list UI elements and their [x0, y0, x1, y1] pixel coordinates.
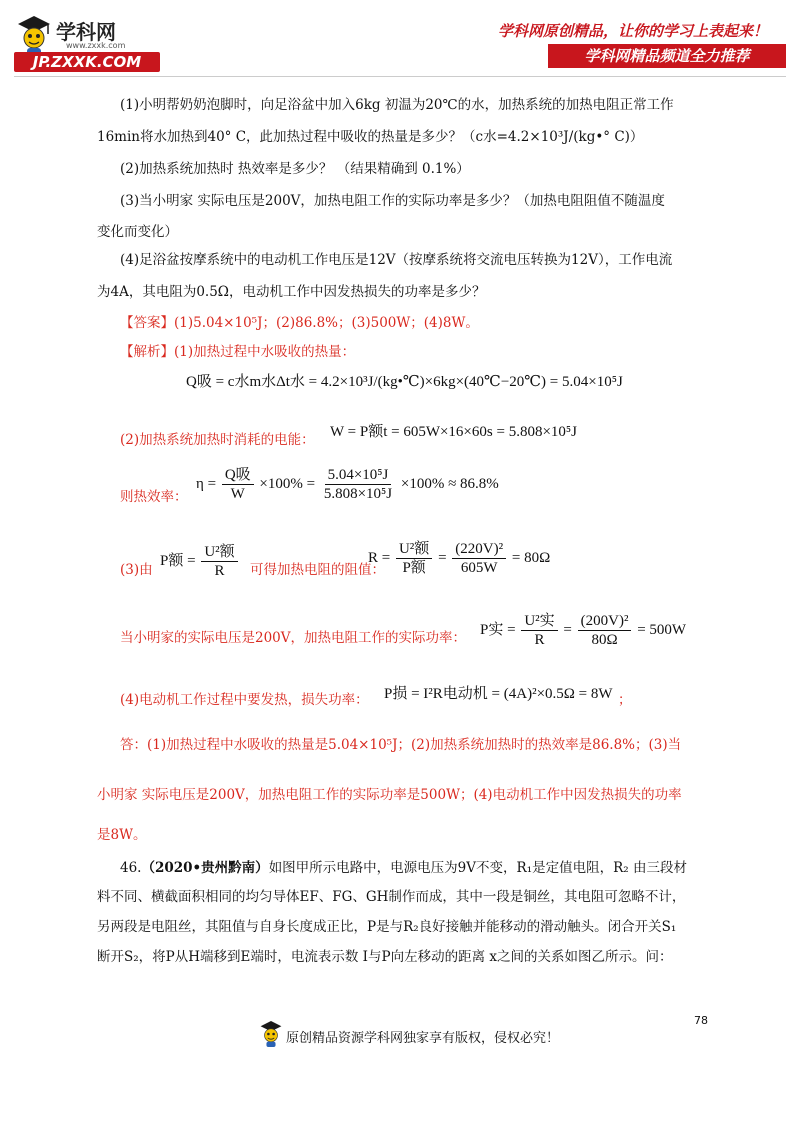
eq3-num-2: 5.04×10⁵J — [325, 466, 392, 485]
question-46-line-4: 断开S₂，将P从H端移到E端时，电流表示数 I与P向左移动的距离 x之间的关系如图乙所示。问： — [97, 949, 673, 965]
analysis-step-1 — [120, 342, 355, 362]
question-46-number: 46. — [120, 860, 142, 876]
eq3-fraction-1 — [222, 466, 254, 503]
question-46-line-1 — [120, 858, 687, 878]
eq3-lhs: η = — [196, 475, 217, 492]
eq4b-den-2: 605W — [460, 560, 498, 576]
equation-heat-absorbed: Q吸 = c水m水Δt水 = 4.2×10³J/(kg•℃)×6kg×(40℃−20℃) = 5.04×10⁵J — [186, 374, 623, 390]
eq3-rhs: ×100% ≈ 86.8% — [400, 475, 499, 492]
eq5-lhs: P实 = — [480, 621, 516, 638]
logo-banner: JP.ZXXK.COM — [14, 52, 160, 72]
summary-line-3: 是8W。 — [97, 827, 147, 843]
eq4b-den-1: P额 — [402, 560, 426, 576]
eq3-num-1: Q吸 — [222, 466, 254, 485]
eq4b-num-1: U²额 — [396, 540, 432, 559]
eq5-num-2: (200V)² — [578, 612, 632, 631]
analysis-step-3-text: (3)由 — [120, 562, 153, 578]
slogan: 学科网原创精品，让你的学习上表起来！ — [498, 22, 769, 40]
equation-efficiency — [196, 466, 499, 503]
page-number: 78 — [694, 1014, 708, 1027]
eq5-num-1: U²实 — [521, 612, 557, 631]
eq5-fraction-2 — [578, 612, 632, 649]
eq4b-rhs: = 80Ω — [511, 549, 551, 566]
eq3-fraction-2 — [321, 466, 395, 503]
analysis-step-3b: 可得加热电阻的阻值： — [250, 562, 385, 578]
logo-text: 学科网 — [56, 20, 116, 44]
header-divider — [14, 76, 786, 77]
analysis-label: 【解析】 — [120, 344, 174, 360]
eq4b-fraction-1 — [396, 540, 432, 577]
eq4a-lhs: P额 = — [160, 552, 196, 569]
analysis-step-3c: 当小明家的实际电压是200V，加热电阻工作的实际功率： — [120, 630, 467, 646]
equation-electric-energy: W = P额t = 605W×16×60s = 5.808×10⁵J — [330, 424, 577, 440]
question-46-source: （2020•贵州黔南） — [141, 860, 269, 876]
question-4-line-1: (4)足浴盆按摩系统中的电动机工作电压是12V（按摩系统将交流电压转换为12V），工作电流 — [120, 252, 673, 268]
equation-heat-loss: P损 = I²R电动机 = (4A)²×0.5Ω = 8W — [384, 686, 613, 702]
question-2: (2)加热系统加热时 热效率是多少？ （结果精确到 0.1%） — [120, 161, 470, 177]
analysis-step-4-end: ； — [618, 692, 632, 708]
answer — [120, 313, 479, 333]
eq3-den-1: W — [230, 486, 245, 502]
eq3-mid: ×100% = — [259, 475, 316, 492]
analysis-step-2b: 则热效率： — [120, 489, 188, 505]
question-3-line-2: 变化而变化） — [97, 224, 178, 240]
summary-line-1: 答：(1)加热过程中水吸收的热量是5.04×10⁵J；(2)加热系统加热时的热效率是86.8%；(3)当 — [120, 737, 682, 753]
eq4a-den: R — [214, 563, 225, 579]
eq3-den-2: 5.808×10⁵J — [323, 486, 393, 502]
equation-rated-power — [160, 543, 240, 580]
answer-label: 【答案】 — [120, 315, 174, 331]
question-1-line-1: (1)小明帮奶奶泡脚时，向足浴盆中加入6kg 初温为20℃的水，加热系统的加热电阻正常工作 — [120, 97, 674, 113]
question-46-line-2: 料不同、横截面积相同的均匀导体EF、FG、GH制作而成，其中一段是铜丝，其电阻可忽略不计， — [97, 889, 686, 905]
question-46-line-3: 另两段是电阻丝，其阻值与自身长度成正比，P是与R₂良好接触并能移动的滑动触头。闭合开关S₁ — [97, 919, 677, 935]
equation-resistance: R = $\frac{\text{U²额}}{\text{P额}}$ = $\frac{\text{(220V)²}}{605W}$ = 80Ω — [368, 541, 551, 576]
analysis-step-3 — [120, 560, 153, 580]
eq5-fraction-1 — [521, 612, 557, 649]
eq4b-num-2: (220V)² — [452, 540, 506, 559]
analysis-step-4: (4)电动机工作过程中要发热，损失功率： — [120, 692, 369, 708]
copyright: 原创精品资源学科网独家享有版权，侵权必究！ — [286, 1031, 560, 1046]
mascot-footer-icon — [258, 1019, 284, 1049]
summary-line-2: 小明家 实际电压是200V，加热电阻工作的实际功率是500W；(4)电动机工作中因发热损失的功率 — [97, 787, 682, 803]
eq4a-fraction — [201, 543, 237, 580]
question-46-line-1-text: 如图甲所示电路中，电源电压为9V不变，R₁是定值电阻，R₂ 由三段材 — [268, 860, 687, 876]
question-4-line-2: 为4A，其电阻为0.5Ω，电动机工作中因发热损失的功率是多少？ — [97, 284, 486, 300]
header — [0, 0, 800, 85]
analysis-step-2: (2)加热系统加热时消耗的电能： — [120, 432, 315, 448]
analysis-step-1-text: (1)加热过程中水吸收的热量： — [174, 344, 356, 360]
eq4b-lhs: R = — [368, 549, 391, 566]
eq5-den-1: R — [534, 632, 545, 648]
eq5-rhs: = 500W — [637, 621, 687, 638]
eq5-den-2: 80Ω — [591, 632, 618, 648]
question-3-line-1: (3)当小明家 实际电压是200V，加热电阻工作的实际功率是多少？（加热电阻阻值不随温度 — [120, 193, 665, 209]
eq4b-fraction-2 — [452, 540, 506, 577]
logo-url-small: www.zxxk.com — [66, 41, 126, 50]
channel-banner: 学科网精品频道全力推荐 — [548, 44, 786, 68]
equation-actual-power: P实 = $\frac{\text{U²实}}{R}$ = $\frac{\text{(200V)²}}{80\Omega}$ = 500W — [480, 613, 687, 648]
eq4a-num: U²额 — [201, 543, 237, 562]
answer-text: (1)5.04×10⁵J；(2)86.8%；(3)500W；(4)8W。 — [174, 315, 479, 331]
question-1-line-2: 16min将水加热到40° C，此加热过程中吸收的热量是多少？（c水=4.2×10³J/(kg•° C)） — [97, 129, 644, 145]
